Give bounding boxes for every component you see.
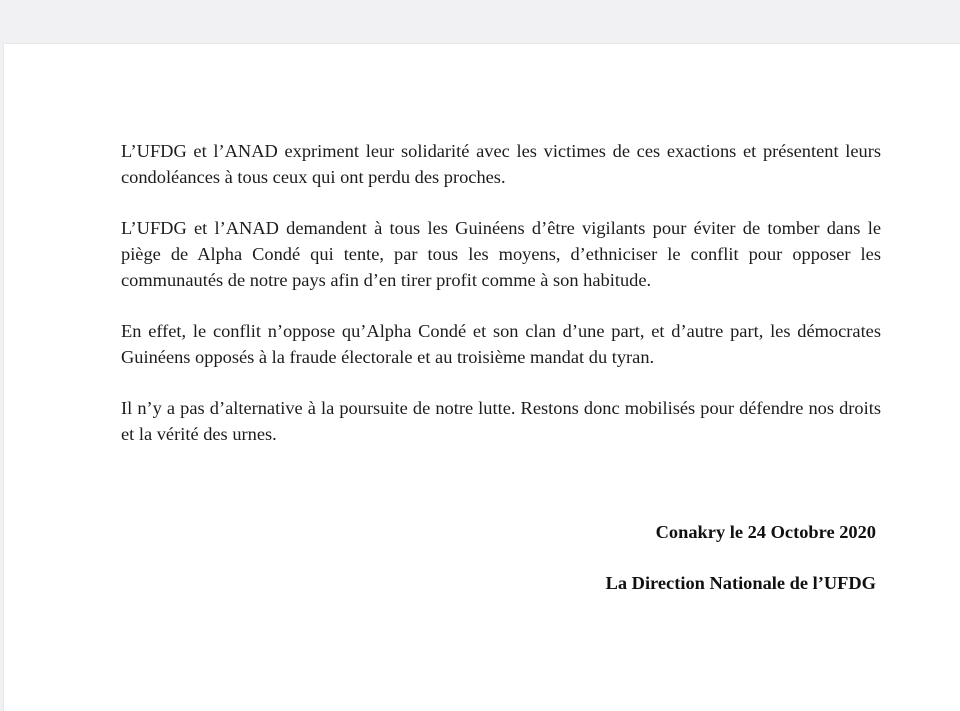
document-page (4, 44, 960, 711)
paragraph-struggle: Il n’y a pas d’alternative à la poursuite de notre lutte. Restons donc mobilisés pour défendre nos droits et la vérité des urnes. (121, 398, 881, 444)
top-bar (0, 0, 960, 44)
signature-organization: La Direction Nationale de l’UFDG (605, 573, 876, 593)
paragraph-conflict: En effet, le conflit n’oppose qu’Alpha Condé et son clan d’une part, et d’autre part, les démocrates Guinéens opposés à la fraude électorale et au troisième mandat du tyran. (121, 321, 881, 367)
paragraph-solidarity: L’UFDG et l’ANAD expriment leur solidarité avec les victimes de ces exactions et présentent leurs condoléances à tous ceux qui ont perdu des proches. (121, 141, 881, 187)
paragraph-vigilance: L’UFDG et l’ANAD demandent à tous les Guinéens d’être vigilants pour éviter de tomber dans le piège de Alpha Condé qui tente, par tous les moyens, d’ethniciser le conflit pour opposer les communautés de notre pays afin d’en tirer profit comme à son habitude. (121, 218, 881, 290)
signature-place-date: Conakry le 24 Octobre 2020 (655, 522, 876, 542)
